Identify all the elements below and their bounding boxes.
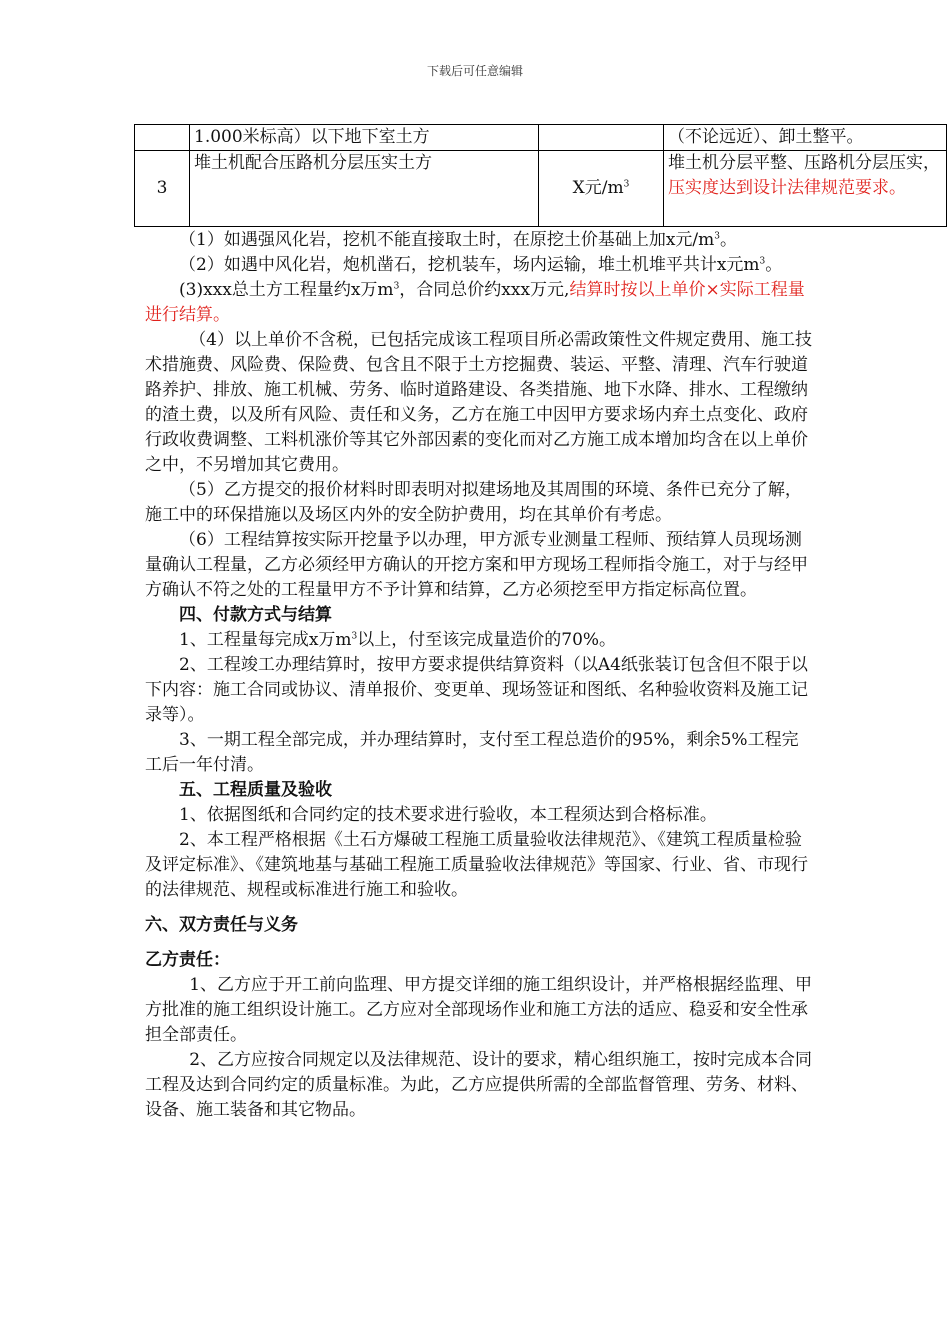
clause-2-end: 。 <box>765 255 783 275</box>
cell-description: （不论远近）、卸土整平。 <box>664 125 947 151</box>
clause-2-text: （2）如遇中风化岩，炮机凿石，挖机装车，场内运输，堆土机堆平共计x元m <box>179 255 760 275</box>
clause-2 <box>145 253 813 278</box>
clause-3-text-b: ，合同总价约xxx万元, <box>399 280 570 300</box>
cell-number: 3 <box>135 151 190 227</box>
table-row <box>135 125 947 151</box>
section-5-heading: 五、工程质量及验收 <box>179 780 332 800</box>
price-text: X元/m <box>572 178 624 198</box>
cell-price <box>539 151 664 227</box>
section-4-item-3: 3、一期工程全部完成，并办理结算时，支付至工程总造价的95%，剩余5%工程完工后一年付清。 <box>145 730 799 775</box>
s4-1-text-b: 以上，付至该完成量造价的70%。 <box>357 630 617 650</box>
price-table <box>134 124 947 227</box>
party-b-item-1: 1、乙方应于开工前向监理、甲方提交详细的施工组织设计，并严格根据经监理、甲方批准的施工组织设计施工。乙方应对全部现场作业和施工方法的适应、稳妥和安全性承担全部责任。 <box>145 975 813 1045</box>
cell-item: 1.000米标高）以下地下室土方 <box>190 125 539 151</box>
clause-2-sup: 3 <box>759 256 766 267</box>
section-6-heading: 六、双方责任与义务 <box>145 915 298 935</box>
desc-text: 堆土机分层平整、压路机分层压实， <box>668 153 940 173</box>
s4-1-text: 1、工程量每完成x万m <box>179 630 352 650</box>
document-body <box>145 228 813 1123</box>
clause-1-end: 。 <box>719 230 737 250</box>
clause-1 <box>145 228 813 253</box>
section-5-item-1: 1、依据图纸和合同约定的技术要求进行验收，本工程须达到合格标准。 <box>179 805 717 825</box>
party-b-heading: 乙方责任： <box>145 950 230 970</box>
clause-4: （4）以上单价不含税，已包括完成该工程项目所必需政策性文件规定费用、施工技术措施费、风险费、保险费、包含且不限于土方挖掘费、装运、平整、清理、汽车行驶道路养护、排放、施工机械、劳务、临时道路建设、各类措施、地下水降、排水、工程缴纳的渣土费，以及所有风险、责任和义务，乙方在施工中因甲方要求场内弃土点变化、政府行政收费调整、工料机涨价等其它外部因素的变化而对乙方施工成本增加均含在以上单价之中，不另增加其它费用。 <box>145 330 813 475</box>
desc-highlight: 压实度达到设计法律规范要求。 <box>668 178 906 198</box>
clause-3-sup: 3 <box>393 281 400 292</box>
cell-number <box>135 125 190 151</box>
clause-1-text: （1）如遇强风化岩，挖机不能直接取土时，在原挖土价基础上加x元/m <box>179 230 715 250</box>
party-b-item-2: 2、乙方应按合同规定以及法律规范、设计的要求，精心组织施工，按时完成本合同工程及达到合同约定的质量标准。为此，乙方应提供所需的全部监督管理、劳务、材料、设备、施工装备和其它物品。 <box>145 1050 813 1120</box>
table-row <box>135 151 947 227</box>
price-unit-sup: 3 <box>623 179 630 190</box>
cell-description <box>664 151 947 227</box>
clause-6: （6）工程结算按实际开挖量予以办理，甲方派专业测量工程师、预结算人员现场测量确认工程量，乙方必须经甲方确认的开挖方案和甲方现场工程师指令施工，对于与经甲方确认不符之处的工程量甲方不予计算和结算，乙方必须挖至甲方指定标高位置。 <box>145 530 808 600</box>
clause-3 <box>145 278 813 328</box>
section-4-item-2: 2、工程竣工办理结算时，按甲方要求提供结算资料（以A4纸张装订包含但不限于以下内容：施工合同或协议、清单报价、变更单、现场签证和图纸、名种验收资料及施工记录等）。 <box>145 655 808 725</box>
section-5-item-2: 2、本工程严格根据《土石方爆破工程施工质量验收法律规范》、《建筑工程质量检验及评定标准》、《建筑地基与基础工程施工质量验收法律规范》等国家、行业、省、市现行的法律规范、规程或标准进行施工和验收。 <box>145 830 808 900</box>
clause-5: （5）乙方提交的报价材料时即表明对拟建场地及其周围的环境、条件已充分了解，施工中的环保措施以及场区内外的安全防护费用，均在其单价有考虑。 <box>145 480 802 525</box>
section-4-heading: 四、付款方式与结算 <box>179 605 332 625</box>
s4-1-sup: 3 <box>351 631 358 642</box>
section-4-item-1 <box>145 628 813 653</box>
page-header: 下载后可任意编辑 <box>426 64 523 78</box>
clause-1-sup: 3 <box>714 231 720 242</box>
cell-item: 堆土机配合压路机分层压实土方 <box>190 151 539 227</box>
clause-3-text: (3)xxx总土方工程量约x万m <box>179 280 394 300</box>
clause-3-highlight: 结算时按以上单价×实际工程量进行结算。 <box>145 280 805 325</box>
cell-price <box>539 125 664 151</box>
